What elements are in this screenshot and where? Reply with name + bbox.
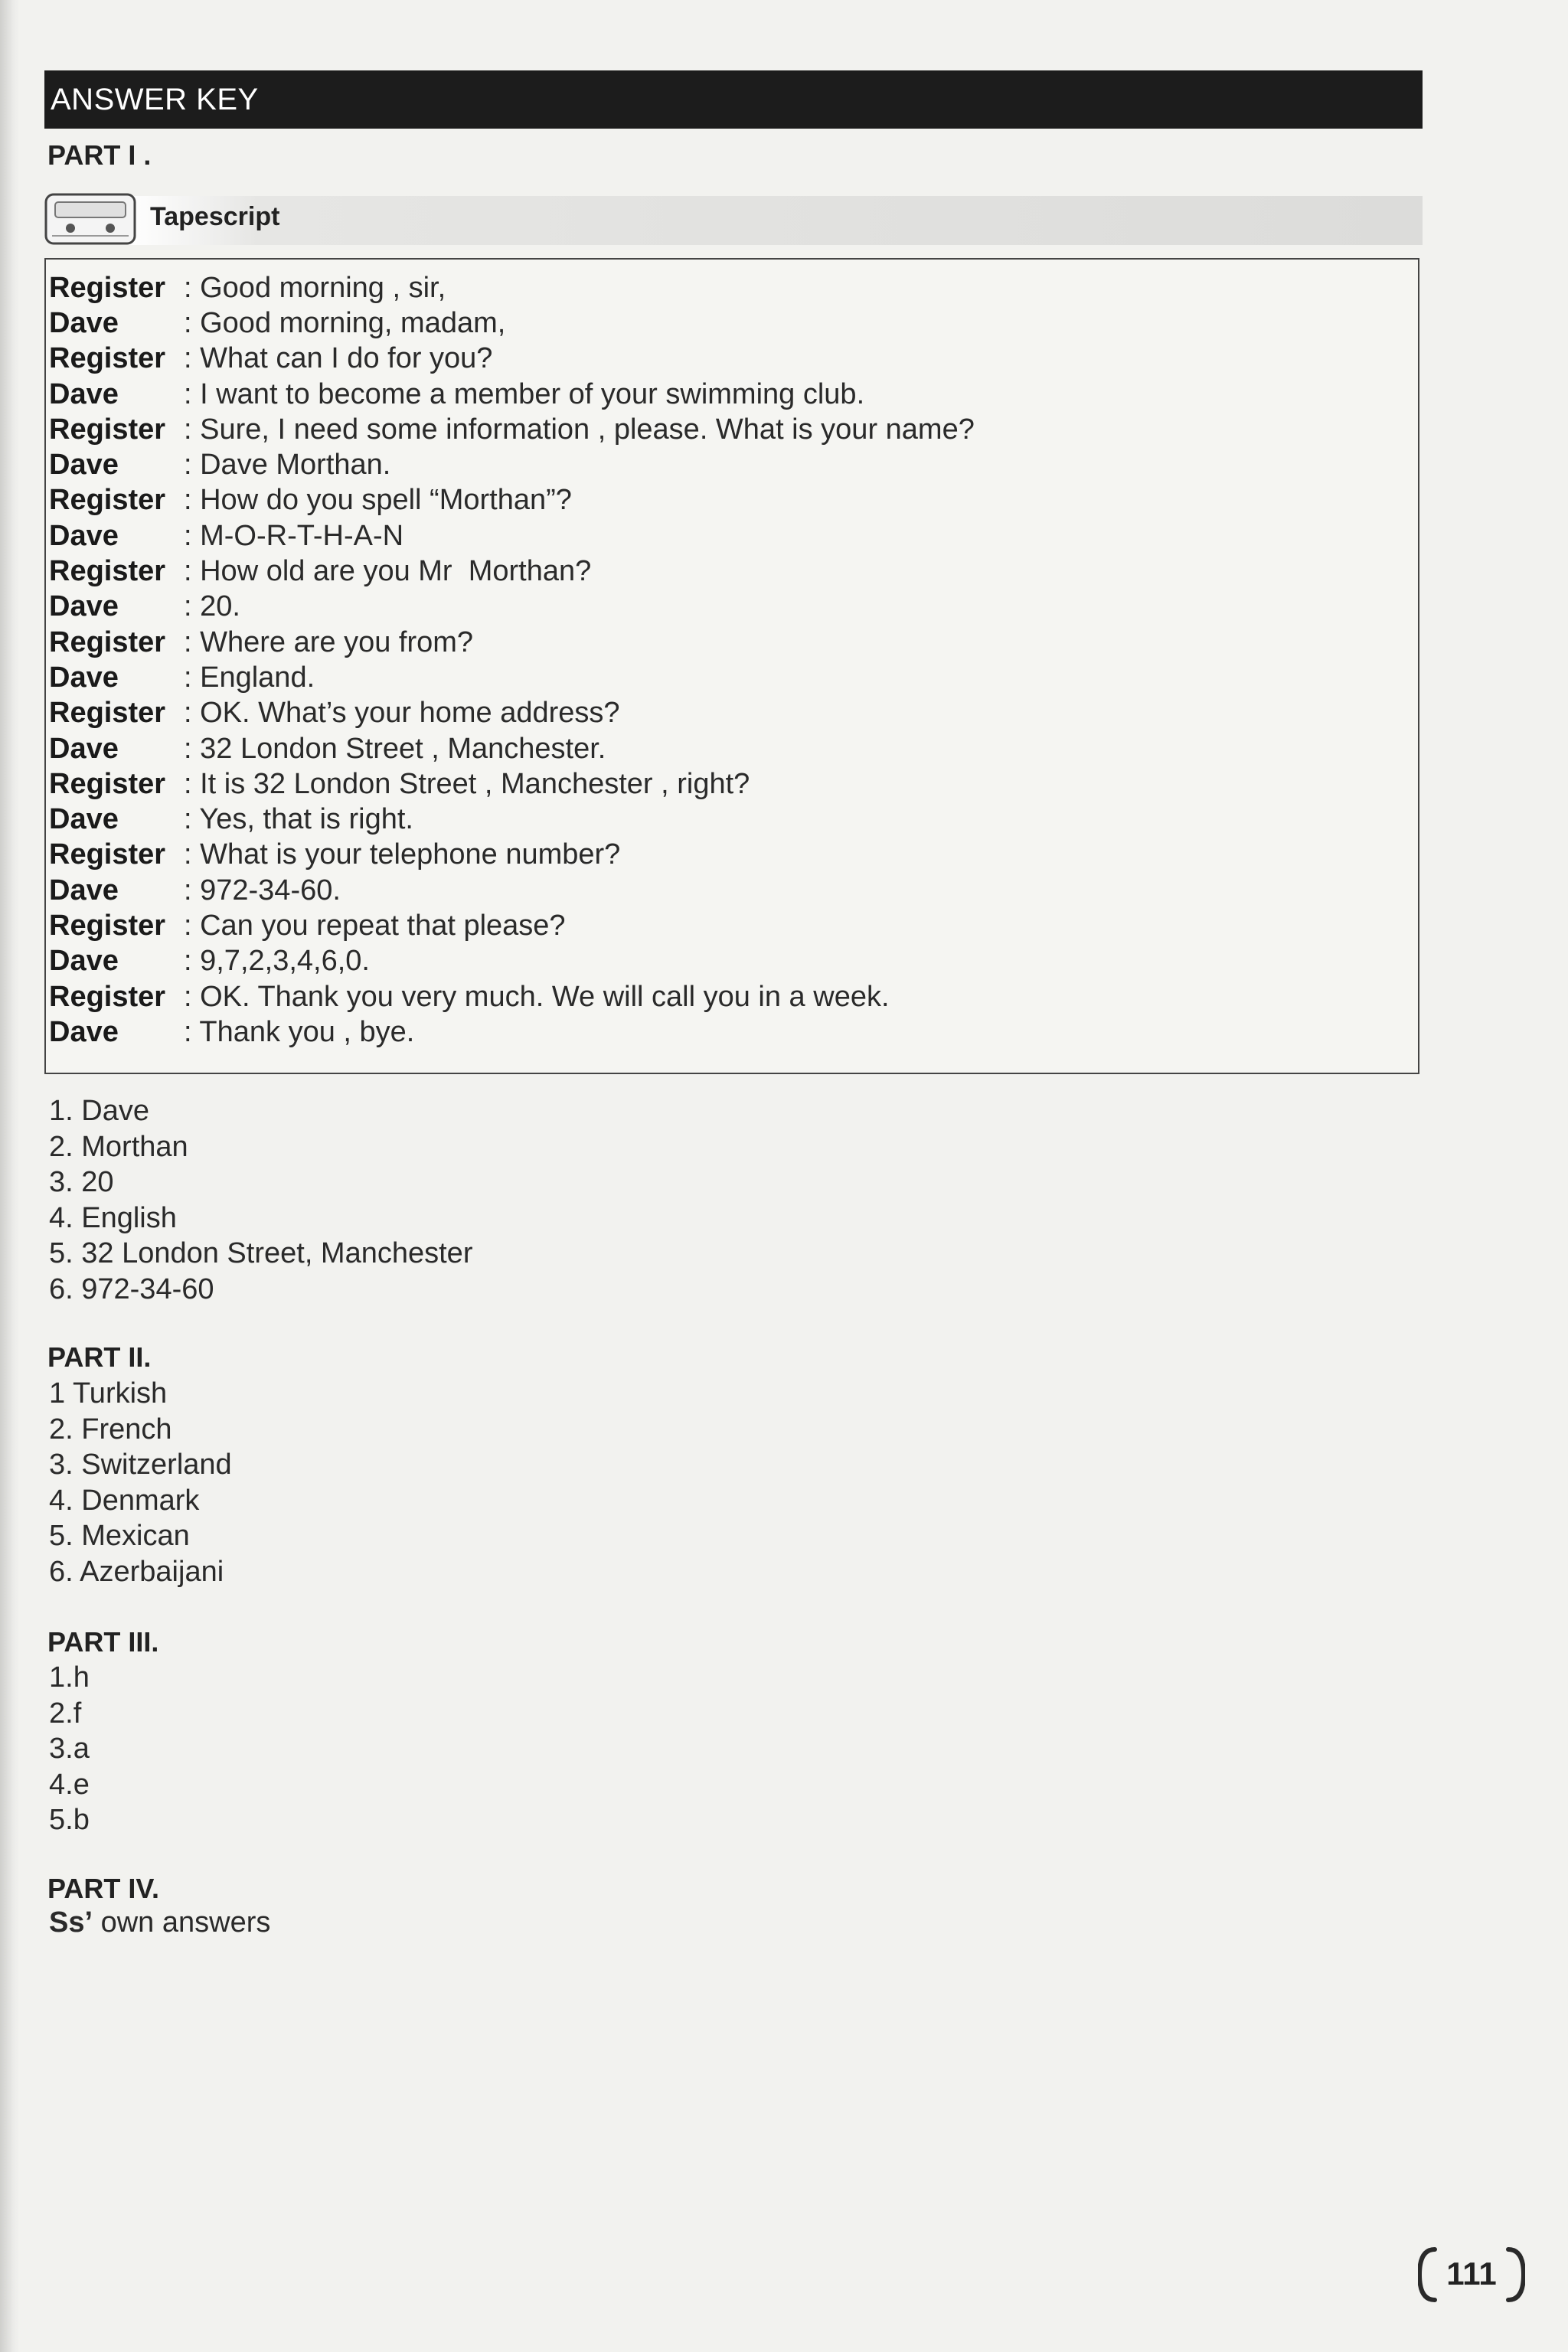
utterance: : What is your telephone number? bbox=[184, 838, 621, 871]
speaker: Register bbox=[49, 767, 166, 800]
speaker: Dave bbox=[49, 661, 119, 694]
ss-abbrev: Ss’ bbox=[49, 1906, 93, 1939]
utterance: : OK. What’s your home address? bbox=[184, 697, 620, 730]
script-line bbox=[46, 979, 1418, 1014]
list-item: 6. Azerbaijani bbox=[49, 1555, 224, 1588]
list-item: 3. Switzerland bbox=[49, 1449, 232, 1481]
part-3-heading: PART III. bbox=[47, 1626, 159, 1658]
script-line bbox=[46, 377, 1418, 412]
page-gutter-shadow bbox=[0, 0, 20, 2352]
speaker: Register bbox=[49, 555, 166, 588]
answer-key-header: ANSWER KEY bbox=[44, 70, 1423, 129]
script-line bbox=[46, 802, 1418, 837]
script-line bbox=[46, 447, 1418, 482]
utterance: : Yes, that is right. bbox=[184, 803, 413, 836]
part-1-heading: PART I . bbox=[47, 139, 152, 171]
utterance: : M-O-R-T-H-A-N bbox=[184, 519, 404, 552]
utterance: : Dave Morthan. bbox=[184, 449, 391, 482]
part-4-heading: PART IV. bbox=[47, 1873, 160, 1904]
tapescript-banner bbox=[44, 191, 1423, 250]
script-line bbox=[46, 731, 1418, 766]
script-line bbox=[46, 625, 1418, 660]
script-line bbox=[46, 766, 1418, 802]
script-line bbox=[46, 696, 1418, 731]
tapescript-box bbox=[44, 258, 1419, 1074]
script-line bbox=[46, 518, 1418, 554]
script-line bbox=[46, 305, 1418, 341]
speaker: Dave bbox=[49, 590, 119, 623]
speaker: Dave bbox=[49, 1015, 119, 1048]
utterance: : 9,7,2,3,4,6,0. bbox=[184, 945, 370, 978]
script-line bbox=[46, 554, 1418, 589]
list-item: 2.f bbox=[49, 1697, 82, 1730]
utterance: : Thank you , bye. bbox=[184, 1015, 415, 1048]
list-item: 1 Turkish bbox=[49, 1377, 168, 1410]
part-1-answers bbox=[49, 1093, 472, 1307]
list-item: 6. 972-34-60 bbox=[49, 1272, 214, 1305]
speaker: Register bbox=[49, 413, 166, 446]
script-line bbox=[46, 873, 1418, 908]
utterance: : Good morning , sir, bbox=[184, 271, 446, 304]
list-item: 1.h bbox=[49, 1661, 90, 1694]
speaker: Register bbox=[49, 342, 166, 375]
tapescript-label: Tapescript bbox=[150, 202, 280, 231]
utterance: : How do you spell “Morthan”? bbox=[184, 484, 572, 517]
tapescript-band bbox=[129, 196, 1423, 245]
cassette-tape-icon bbox=[44, 191, 136, 247]
list-item: 1. Dave bbox=[49, 1095, 149, 1127]
script-line bbox=[46, 838, 1418, 873]
script-line bbox=[46, 660, 1418, 695]
speaker: Dave bbox=[49, 306, 119, 339]
utterance: : OK. Thank you very much. We will call you in a week. bbox=[184, 980, 890, 1013]
utterance: : Can you repeat that please? bbox=[184, 909, 566, 942]
list-item: 2. Morthan bbox=[49, 1130, 188, 1163]
script-line bbox=[46, 944, 1418, 979]
utterance: : Sure, I need some information , please. What is your name? bbox=[184, 413, 975, 446]
script-line bbox=[46, 483, 1418, 518]
utterance: : 20. bbox=[184, 590, 240, 623]
speaker: Register bbox=[49, 626, 166, 658]
list-item: 5. Mexican bbox=[49, 1520, 190, 1552]
speaker: Register bbox=[49, 697, 166, 730]
script-line bbox=[46, 590, 1418, 625]
utterance: : 972-34-60. bbox=[184, 874, 341, 906]
script-line bbox=[46, 908, 1418, 943]
list-item: 5.b bbox=[49, 1804, 90, 1836]
speaker: Dave bbox=[49, 519, 119, 552]
list-item: 3. 20 bbox=[49, 1166, 114, 1198]
page-number: 111 bbox=[1446, 2256, 1497, 2292]
script-line bbox=[46, 1014, 1418, 1050]
speaker: Register bbox=[49, 980, 166, 1013]
utterance: : Good morning, madam, bbox=[184, 306, 506, 339]
speaker: Dave bbox=[49, 874, 119, 906]
speaker: Dave bbox=[49, 803, 119, 836]
speaker: Dave bbox=[49, 449, 119, 482]
script-line bbox=[46, 412, 1418, 447]
part-4-answer bbox=[49, 1906, 270, 1939]
page-number-badge bbox=[1418, 2243, 1525, 2306]
utterance: : How old are you Mr Morthan? bbox=[184, 555, 592, 588]
speaker: Dave bbox=[49, 945, 119, 978]
list-item: 4. Denmark bbox=[49, 1484, 200, 1517]
speaker: Dave bbox=[49, 377, 119, 410]
list-item: 2. French bbox=[49, 1413, 172, 1446]
speaker: Register bbox=[49, 909, 166, 942]
part-2-answers bbox=[49, 1376, 232, 1589]
own-answers-text: own answers bbox=[93, 1906, 271, 1939]
script-line bbox=[46, 270, 1418, 305]
part-3-answers bbox=[49, 1660, 90, 1838]
speaker: Register bbox=[49, 271, 166, 304]
list-item: 4.e bbox=[49, 1768, 90, 1801]
speaker: Register bbox=[49, 838, 166, 871]
speaker: Dave bbox=[49, 732, 119, 765]
speaker: Register bbox=[49, 484, 166, 517]
utterance: : I want to become a member of your swimming club. bbox=[184, 377, 865, 410]
utterance: : Where are you from? bbox=[184, 626, 474, 658]
script-line bbox=[46, 341, 1418, 377]
part-2-heading: PART II. bbox=[47, 1341, 152, 1373]
utterance: : 32 London Street , Manchester. bbox=[184, 732, 606, 765]
utterance: : It is 32 London Street , Manchester , right? bbox=[184, 767, 750, 800]
utterance: : What can I do for you? bbox=[184, 342, 493, 375]
list-item: 5. 32 London Street, Manchester bbox=[49, 1237, 473, 1269]
list-item: 3.a bbox=[49, 1733, 90, 1765]
utterance: : England. bbox=[184, 661, 315, 694]
list-item: 4. English bbox=[49, 1201, 177, 1234]
